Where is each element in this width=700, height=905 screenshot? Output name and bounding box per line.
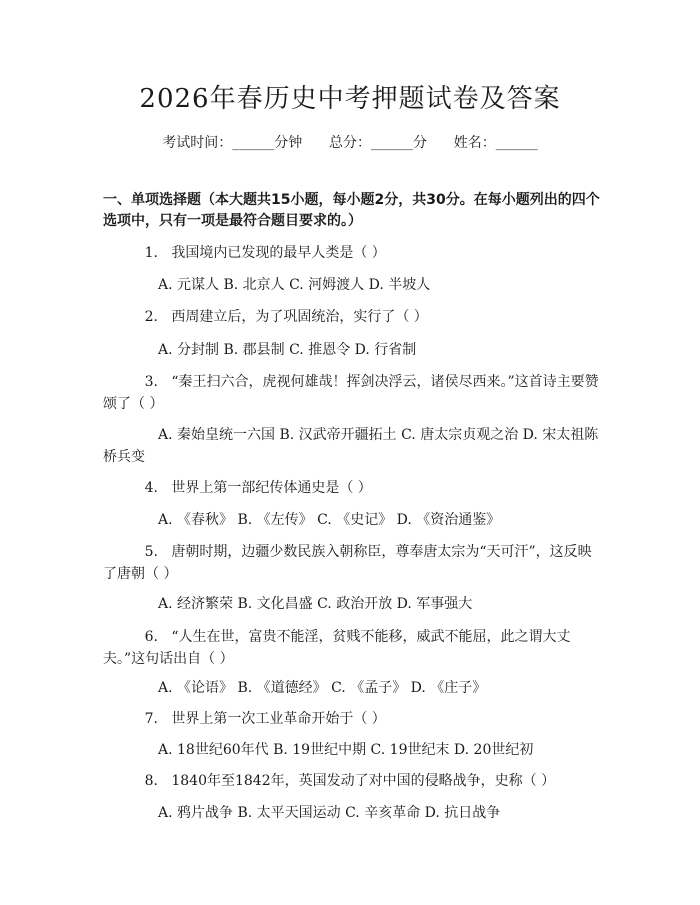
question-options: A. 鸦片战争 B. 太平天国运动 C. 辛亥革命 D. 抗日战争 xyxy=(158,805,501,821)
page-title: 2026年春历史中考押题试卷及答案 xyxy=(139,84,561,114)
question-text: 世界上第一次工业革命开始于（ ） xyxy=(171,711,386,727)
question-number: 5. xyxy=(144,544,158,560)
question-item xyxy=(103,306,603,328)
question-number: 2. xyxy=(144,309,158,325)
question-text: 我国境内已发现的最早人类是（ ） xyxy=(171,245,386,261)
question-text: 1840年至1842年，英国发动了对中国的侵略战争，史称（ ） xyxy=(171,773,556,789)
question-item xyxy=(103,541,603,585)
exam-info-line xyxy=(0,132,700,152)
question-text: 西周建立后，为了巩固统治，实行了（ ） xyxy=(171,309,428,325)
question-item xyxy=(103,708,603,730)
question-item xyxy=(103,242,603,264)
question-options: A. 18世纪60年代 B. 19世纪中期 C. 19世纪末 D. 20世纪初 xyxy=(158,742,534,758)
question-text: “人生在世，富贵不能淫，贫贱不能移，威武不能屈，此之谓大丈夫。”这句话出自（ ） xyxy=(103,629,571,667)
question-options: A. 元谋人 B. 北京人 C. 河姆渡人 D. 半坡人 xyxy=(158,277,431,293)
question-number: 3. xyxy=(144,374,158,390)
question-options: A. 分封制 B. 郡县制 C. 推恩令 D. 行省制 xyxy=(158,342,417,358)
question-options: A. 经济繁荣 B. 文化昌盛 C. 政治开放 D. 军事强大 xyxy=(158,596,473,612)
question-options: A. 《春秋》 B. 《左传》 C. 《史记》 D. 《资治通鉴》 xyxy=(158,512,501,528)
question-number: 6. xyxy=(144,629,158,645)
question-text: “秦王扫六合，虎视何雄哉！挥剑决浮云，诸侯尽西来。”这首诗主要赞颂了（ ） xyxy=(103,374,599,412)
question-item xyxy=(103,626,603,670)
question-options: A. 《论语》 B. 《道德经》 C. 《孟子》 D. 《庄子》 xyxy=(158,680,487,696)
student-name-field: 姓名：______ xyxy=(453,135,538,151)
question-number: 1. xyxy=(144,245,158,261)
question-item xyxy=(103,770,603,792)
question-number: 4. xyxy=(144,480,158,496)
question-item xyxy=(103,371,603,415)
question-item xyxy=(103,477,603,499)
question-number: 7. xyxy=(144,711,158,727)
question-text: 唐朝时期，边疆少数民族入朝称臣，尊奉唐太宗为“天可汗”，这反映了唐朝（ ） xyxy=(103,544,592,582)
total-score-field: 总分：______分 xyxy=(329,135,427,151)
question-number: 8. xyxy=(144,773,158,789)
section-heading: 一、单项选择题（本大题共15小题，每小题2分，共30分。在每小题列出的四个选项中，只有一项是最符合题目要求的。） xyxy=(103,192,600,229)
exam-time-field: 考试时间：______分钟 xyxy=(162,135,303,151)
question-options: A. 秦始皇统一六国 B. 汉武帝开疆拓土 C. 唐太宗贞观之治 D. 宋太祖陈桥兵变 xyxy=(103,427,599,465)
question-text: 世界上第一部纪传体通史是（ ） xyxy=(171,480,372,496)
